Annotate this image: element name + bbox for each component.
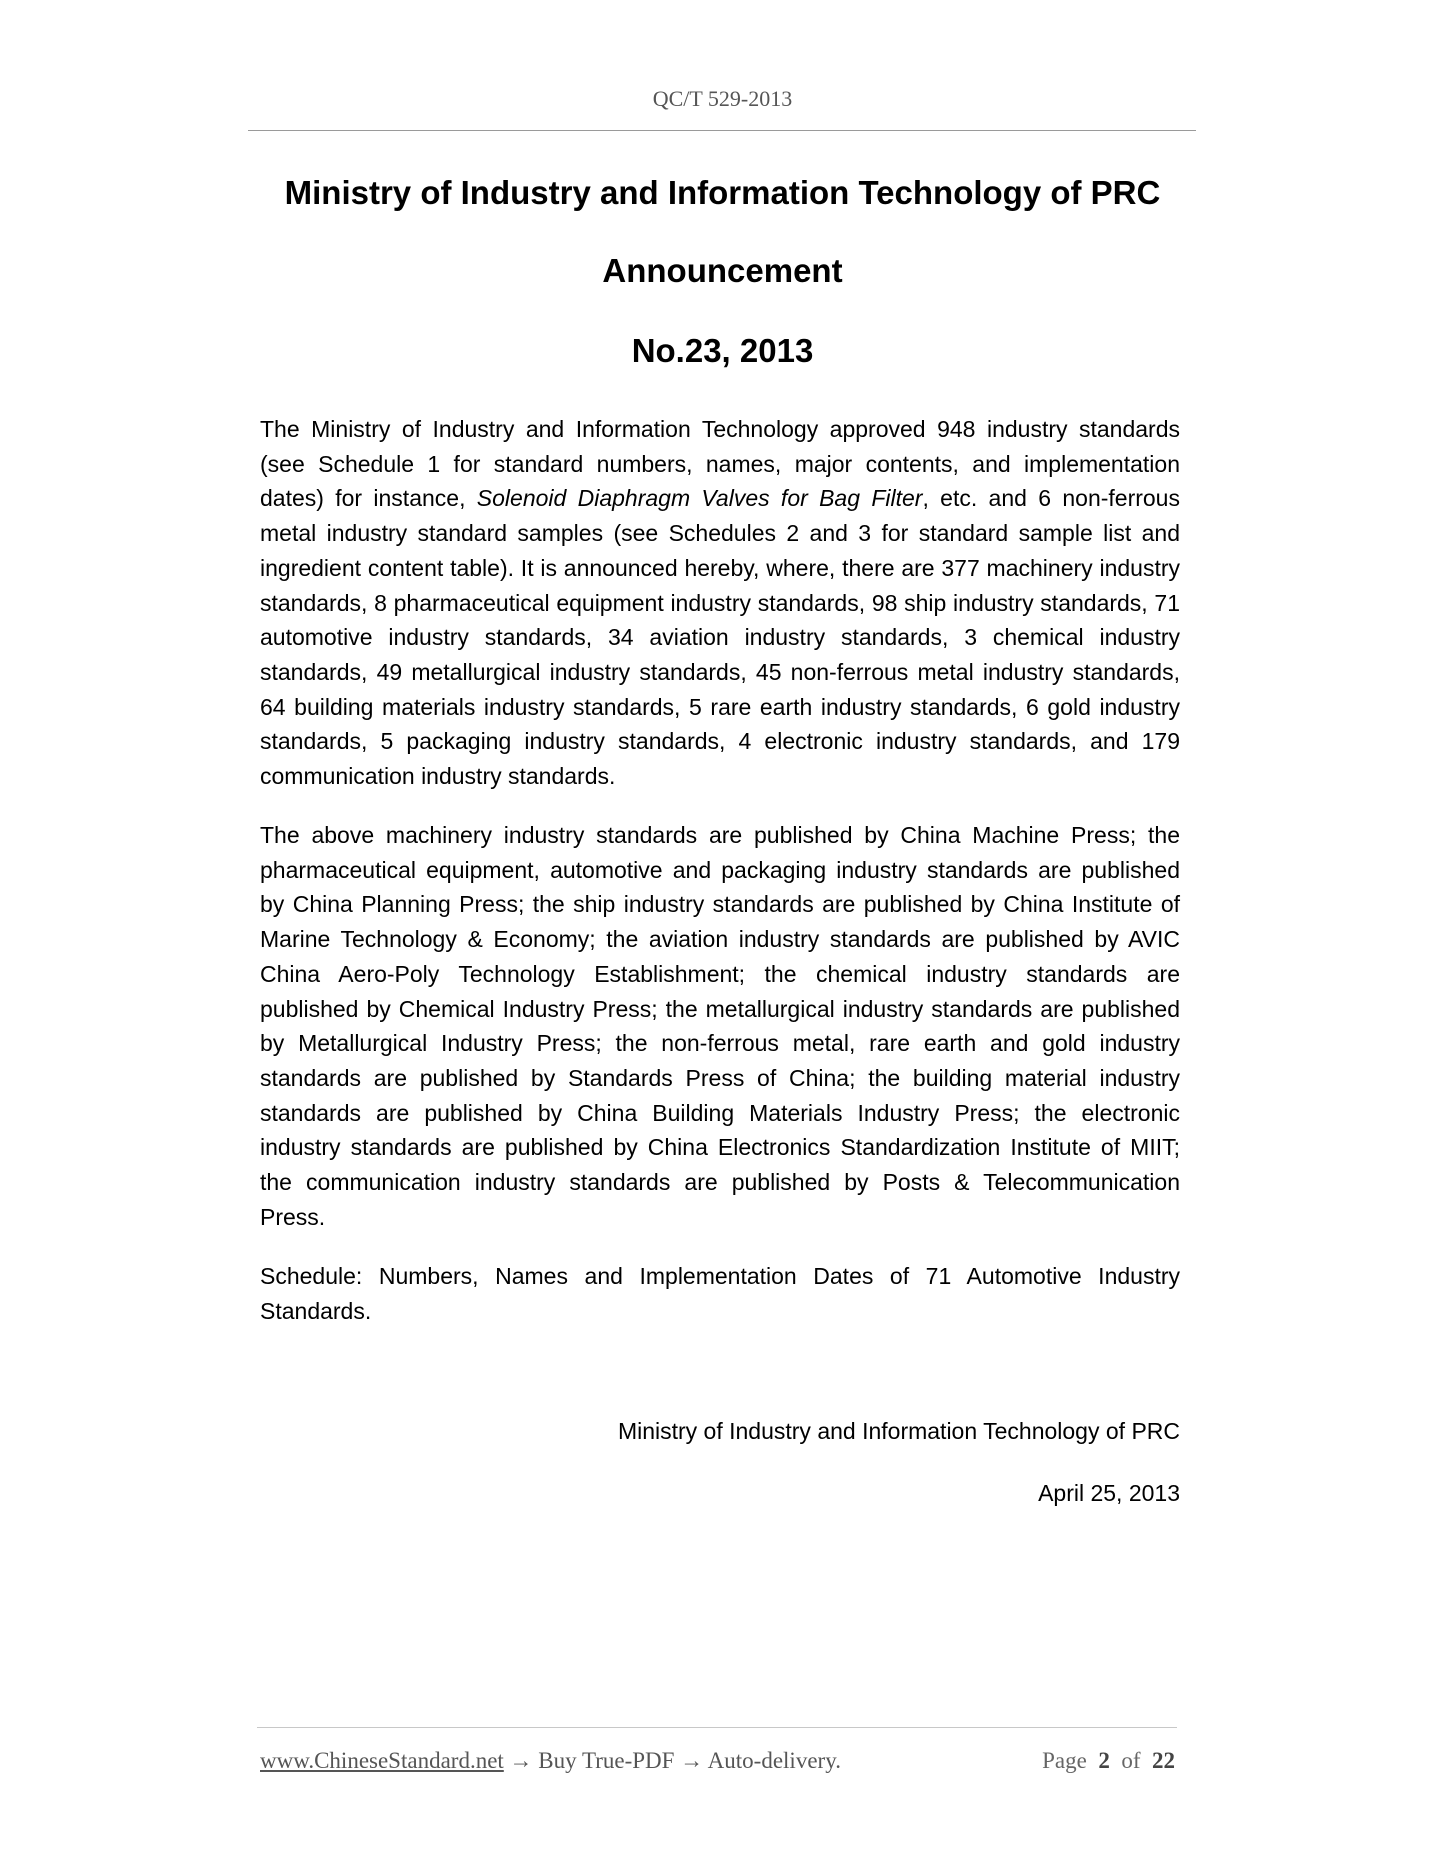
ministry-title: Ministry of Industry and Information Technology of PRC bbox=[284, 174, 1161, 211]
announcement-heading: Announcement bbox=[602, 252, 843, 289]
page-number: 2 bbox=[1098, 1748, 1110, 1773]
paragraph-approval bbox=[260, 412, 1180, 794]
of-label: of bbox=[1121, 1748, 1141, 1773]
website-link[interactable]: www.ChineseStandard.net bbox=[260, 1748, 504, 1773]
signature-date: April 25, 2013 bbox=[1038, 1480, 1180, 1506]
total-pages: 22 bbox=[1152, 1748, 1175, 1773]
italic-standard-title: Solenoid Diaphragm Valves for Bag Filter bbox=[476, 485, 923, 512]
footer-divider bbox=[257, 1727, 1177, 1728]
page-indicator bbox=[1042, 1748, 1175, 1774]
auto-delivery-text: Auto-delivery. bbox=[707, 1748, 841, 1773]
signature-organization: Ministry of Industry and Information Technology of PRC bbox=[617, 1418, 1180, 1444]
paragraph-approval-end: , etc. and 6 non-ferrous metal industry standard samples (see Schedules 2 and 3 for standard sample list and ingredient content table). It is announced hereby, where, there are 377 machinery industry standards, 8 pharmaceutical equipment industry standards, 98 ship industry standards, 71 automotive industry standards, 34 aviation industry standards, 3 chemical industry standards, 49 metallurgical industry standards, 45 non-ferrous metal industry standards, 64 building materials industry standards, 5 rare earth industry standards, 6 gold industry standards, 5 packaging industry standards, 4 electronic industry standards, and 179 communication industry standards. bbox=[260, 485, 1180, 790]
arrow-right-icon: → bbox=[680, 1748, 704, 1773]
paragraph-approval-start: The Ministry of Industry and Information Technology approved 948 industry standards (see Schedule 1 for standard numbers, names, major contents, and implementation dates) for instance, bbox=[260, 416, 1180, 512]
header-divider bbox=[248, 130, 1196, 131]
page-label: Page bbox=[1042, 1748, 1087, 1773]
header-standard-code: QC/T 529-2013 bbox=[652, 86, 793, 111]
arrow-right-icon: → bbox=[509, 1748, 533, 1773]
paragraph-schedule: Schedule: Numbers, Names and Implementation Dates of 71 Automotive Industry Standards. bbox=[260, 1263, 1180, 1324]
footer-promo bbox=[260, 1748, 841, 1774]
paragraph-publishers: The above machinery industry standards are published by China Machine Press; the pharmaceutical equipment, automotive and packaging industry standards are published by China Planning Press; the ship industry standards are published by China Institute of Marine Technology & Economy; the aviation industry standards are published by AVIC China Aero-Poly Technology Establishment; the chemical industry standards are published by Chemical Industry Press; the metallurgical industry standards are published by Metallurgical Industry Press; the non-ferrous metal, rare earth and gold industry standards are published by Standards Press of China; the building material industry standards are published by China Building Materials Industry Press; the electronic industry standards are published by China Electronics Standardization Institute of MIIT; the communication industry standards are published by Posts & Telecommunication Press. bbox=[260, 822, 1180, 1230]
announcement-number: No.23, 2013 bbox=[631, 332, 814, 369]
buy-pdf-text: Buy True-PDF bbox=[538, 1748, 675, 1773]
